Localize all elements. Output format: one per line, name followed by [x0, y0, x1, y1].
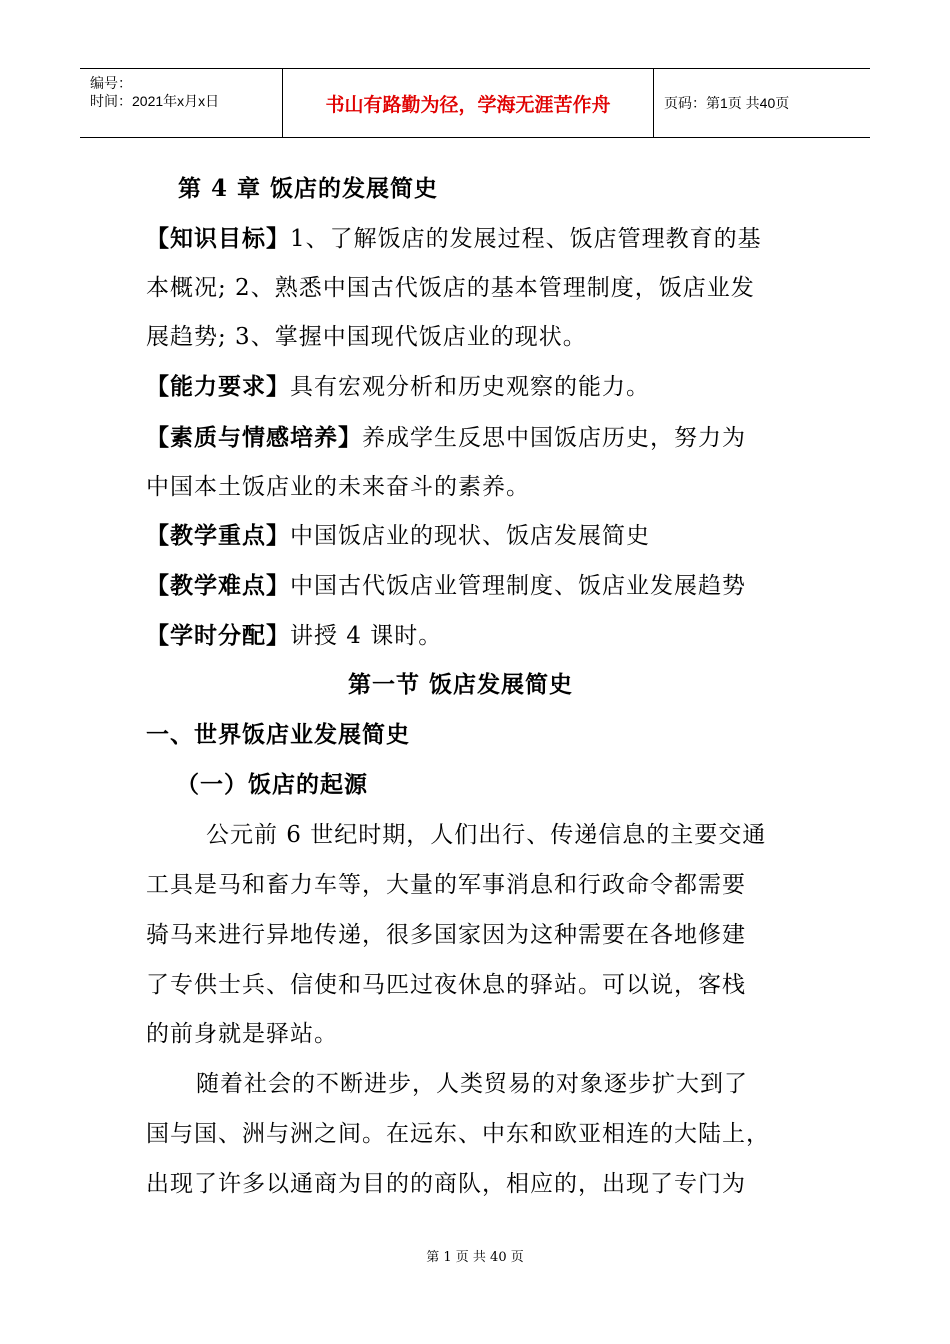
hours-allocation — [146, 617, 442, 650]
difficulty-text: 中国古代饭店业管理制度、饭店业发展趋势 — [290, 573, 746, 599]
difficulty-label: 【教学难点】 — [146, 572, 290, 599]
quality-text: 养成学生反思中国饭店历史，努力为 — [362, 425, 746, 451]
page-info: 页码：第1页 共40页 — [664, 95, 790, 111]
ability-requirement — [146, 368, 650, 401]
paragraph2-line2: 国与国、洲与洲之间。在远东、中东和欧亚相连的大陆上， — [146, 1121, 770, 1147]
knowledge-objective-line3: 展趋势; 3、掌握中国现代饭店业的现状。 — [146, 324, 587, 350]
heading-level2: （一）饭店的起源 — [176, 771, 368, 798]
quality-line1 — [146, 419, 746, 452]
paragraph1-line3: 骑马来进行异地传递，很多国家因为这种需要在各地修建 — [146, 922, 746, 948]
page-footer: 第 1 页 共 40 页 — [426, 1250, 524, 1265]
ability-text: 具有宏观分析和历史观察的能力。 — [290, 374, 650, 400]
quality-line2: 中国本土饭店业的未来奋斗的素养。 — [146, 474, 530, 500]
quality-label: 【素质与情感培养】 — [146, 424, 362, 451]
knowledge-objective-line2: 本概况; 2、熟悉中国古代饭店的基本管理制度，饭店业发 — [146, 275, 755, 301]
hours-label: 【学时分配】 — [146, 622, 290, 649]
paragraph1-line5: 的前身就是驿站。 — [146, 1021, 338, 1047]
header-meta-cell — [80, 69, 283, 137]
knowledge-objective-line1 — [146, 220, 762, 253]
chapter-title: 第 4 章 饭店的发展简史 — [178, 175, 439, 202]
paragraph1-line4: 了专供士兵、信使和马匹过夜休息的驿站。可以说，客栈 — [146, 972, 746, 998]
paragraph2-line1: 随着社会的不断进步，人类贸易的对象逐步扩大到了 — [196, 1071, 748, 1097]
teaching-difficulty — [146, 567, 746, 600]
paragraph2-line3: 出现了许多以通商为目的的商队，相应的，出现了专门为 — [146, 1171, 746, 1197]
teaching-focus — [146, 517, 650, 550]
paragraph1-line1: 公元前 6 世纪时期，人们出行、传递信息的主要交通 — [206, 822, 767, 848]
paragraph1-line2: 工具是马和畜力车等，大量的军事消息和行政命令都需要 — [146, 872, 746, 898]
focus-label: 【教学重点】 — [146, 522, 290, 549]
motto: 书山有路勤为径，学海无涯苦作舟 — [325, 93, 611, 116]
header-page-cell — [654, 69, 870, 137]
ability-label: 【能力要求】 — [146, 373, 290, 400]
time-label: 时间：2021年x月x日 — [90, 93, 220, 109]
focus-text: 中国饭店业的现状、饭店发展简史 — [290, 523, 650, 549]
heading-level1: 一、世界饭店业发展简史 — [146, 721, 410, 748]
header-motto-cell — [283, 69, 654, 137]
number-label: 编号： — [90, 75, 132, 91]
section-title: 第一节 饭店发展简史 — [348, 671, 574, 698]
hours-text: 讲授 4 课时。 — [290, 623, 443, 649]
knowledge-text: 1、了解饭店的发展过程、饭店管理教育的基 — [290, 226, 762, 252]
header-table — [80, 68, 870, 138]
knowledge-label: 【知识目标】 — [146, 225, 290, 252]
